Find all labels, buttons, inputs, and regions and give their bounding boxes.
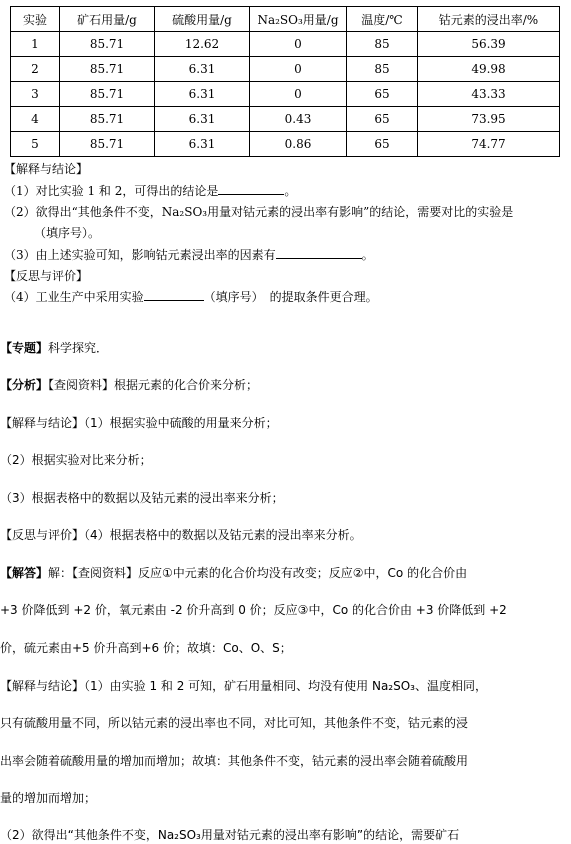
- question-2-continued: （填序号）。: [34, 226, 101, 240]
- table-cell: 0.43: [250, 107, 347, 132]
- table-cell: 73.95: [418, 107, 560, 132]
- question-3-text: （3）由上述实验可知，影响钴元素浸出率的因素有: [4, 248, 276, 262]
- question-3: [4, 246, 374, 263]
- solution-line-6: 出率会随着硫酸用量的增加而增加；故填：其他条件不变，钴元素的浸出率会随着硫酸用: [0, 754, 469, 768]
- table-header-row: [11, 7, 560, 32]
- table-cell: 65: [347, 107, 418, 132]
- table-cell: 74.77: [418, 132, 560, 157]
- question-1-end: 。: [284, 184, 297, 198]
- col-header-acid: 硫酸用量/g: [155, 7, 250, 32]
- col-header-na2so3: Na₂SO₃用量/g: [250, 7, 347, 32]
- table-row: [11, 57, 560, 82]
- analysis-line-2: 【解释与结论】（1）根据实验中硫酸的用量来分析；: [0, 416, 278, 430]
- table-cell: 0: [250, 57, 347, 82]
- col-header-experiment: 实验: [11, 7, 60, 32]
- question-4: [4, 288, 378, 305]
- section-heading-explanation: 【解释与结论】: [4, 162, 89, 176]
- solution-line-3: 价，硫元素由+5 价升高到+6 价；故填：Co、O、S；: [0, 641, 292, 655]
- table-cell: 2: [11, 57, 60, 82]
- table-cell: 12.62: [155, 32, 250, 57]
- question-3-end: 。: [361, 248, 374, 262]
- table-cell: 85.71: [60, 32, 155, 57]
- table-cell: 6.31: [155, 57, 250, 82]
- topic-text: 科学探究．: [48, 341, 109, 355]
- col-header-leach-rate: 钴元素的浸出率/%: [418, 7, 560, 32]
- table-cell: 0: [250, 32, 347, 57]
- table-cell: 3: [11, 82, 60, 107]
- question-1: [4, 182, 296, 199]
- analysis-text-1: 【查阅资料】根据元素的化合价来分析；: [48, 378, 259, 392]
- solution-line-1: [0, 564, 571, 581]
- topic-tag: 【专题】: [0, 341, 49, 355]
- question-2: （2）欲得出“其他条件不变，Na₂SO₃用量对钴元素的浸出率有影响”的结论，需要对比的实验是: [4, 205, 514, 219]
- table-cell: 49.98: [418, 57, 560, 82]
- table-row: [11, 82, 560, 107]
- analysis-line-4: （3）根据表格中的数据以及钴元素的浸出率来分析；: [0, 491, 284, 505]
- table-cell: 6.31: [155, 132, 250, 157]
- table-cell: 85.71: [60, 57, 155, 82]
- answer-blank-4: [144, 288, 204, 301]
- analysis-line-1: [0, 376, 571, 393]
- table-cell: 65: [347, 82, 418, 107]
- table-cell: 56.39: [418, 32, 560, 57]
- answer-blank-1: [218, 182, 284, 195]
- question-4-text: （4）工业生产中采用实验: [4, 290, 144, 304]
- solution-line-8: （2）欲得出“其他条件不变，Na₂SO₃用量对钴元素的浸出率有影响”的结论，需要矿石: [0, 828, 460, 842]
- section-heading-reflection: 【反思与评价】: [4, 269, 89, 283]
- table-cell: 6.31: [155, 82, 250, 107]
- table-cell: 85: [347, 57, 418, 82]
- table-cell: 43.33: [418, 82, 560, 107]
- topic-line: [0, 339, 571, 356]
- question-1-text: （1）对比实验 1 和 2，可得出的结论是: [4, 184, 219, 198]
- table-cell: 0.86: [250, 132, 347, 157]
- solution-text-1: 解：【查阅资料】反应①中元素的化合价均没有改变；反应②中，Co 的化合价由: [48, 566, 468, 580]
- answer-blank-3: [276, 246, 362, 259]
- solution-line-2: +3 价降低到 +2 价，氧元素由 -2 价升高到 0 价；反应③中，Co 的化合价由 +3 价降低到 +2: [0, 603, 507, 617]
- table-cell: 85.71: [60, 107, 155, 132]
- table-cell: 0: [250, 82, 347, 107]
- table-cell: 85.71: [60, 82, 155, 107]
- table-cell: 85: [347, 32, 418, 57]
- table-cell: 5: [11, 132, 60, 157]
- table-cell: 6.31: [155, 107, 250, 132]
- table-cell: 4: [11, 107, 60, 132]
- solution-line-4: 【解释与结论】（1）由实验 1 和 2 可知，矿石用量相同、均没有使用 Na₂SO₃、温度相同，: [0, 679, 487, 693]
- table-row: [11, 32, 560, 57]
- table-row: [11, 132, 560, 157]
- table-cell: 65: [347, 132, 418, 157]
- table-cell: 85.71: [60, 132, 155, 157]
- table-row: [11, 107, 560, 132]
- analysis-line-3: （2）根据实验对比来分析；: [0, 453, 152, 467]
- analysis-line-5: 【反思与评价】（4）根据表格中的数据以及钴元素的浸出率来分析。: [0, 528, 362, 542]
- experiment-table: [10, 6, 560, 157]
- solution-line-5: 只有硫酸用量不同，所以钴元素的浸出率也不同，对比可知，其他条件不变，钴元素的浸: [0, 716, 469, 730]
- question-4-end: （填序号） 的提取条件更合理。: [203, 290, 378, 304]
- table-cell: 1: [11, 32, 60, 57]
- solution-line-7: 量的增加而增加；: [0, 791, 97, 805]
- col-header-ore: 矿石用量/g: [60, 7, 155, 32]
- analysis-tag: 【分析】: [0, 378, 49, 392]
- solution-tag: 【解答】: [0, 566, 49, 580]
- col-header-temperature: 温度/℃: [347, 7, 418, 32]
